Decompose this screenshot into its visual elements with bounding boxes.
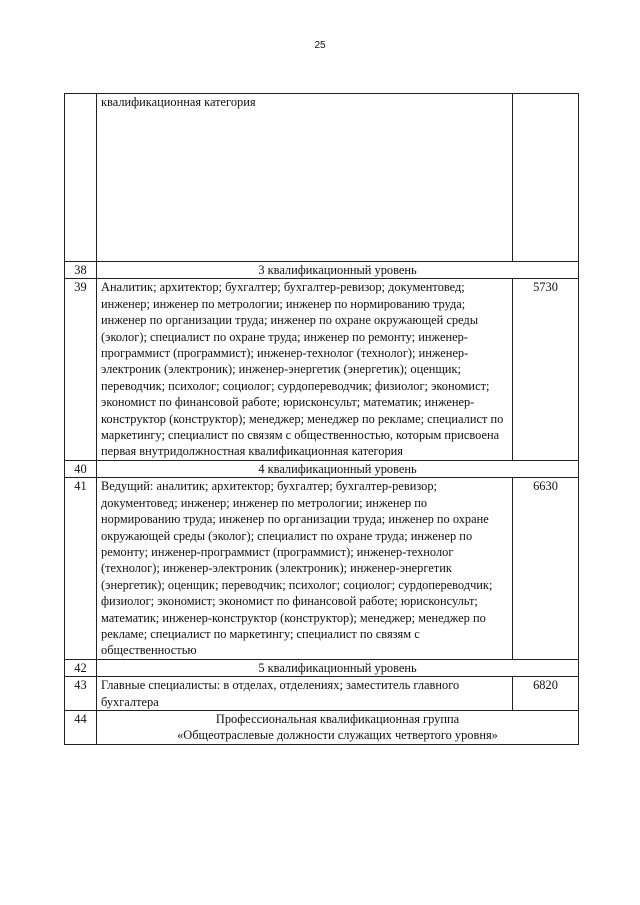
row-number xyxy=(65,94,97,262)
row-number: 41 xyxy=(65,478,97,659)
table-row xyxy=(65,460,579,477)
salary-value: 5730 xyxy=(513,279,579,460)
page-number: 25 xyxy=(314,40,326,51)
table-row xyxy=(65,94,579,262)
row-number: 40 xyxy=(65,460,97,477)
row-number: 43 xyxy=(65,677,97,711)
qualification-table xyxy=(64,93,579,745)
table-row xyxy=(65,262,579,279)
level-heading: 3 квалификационный уровень xyxy=(97,262,579,279)
level-heading: 5 квалификационный уровень xyxy=(97,659,579,676)
level-heading: 4 квалификационный уровень xyxy=(97,460,579,477)
salary-value: 6820 xyxy=(513,677,579,711)
group-heading-line1: Профессиональная квалификационная группа xyxy=(215,711,460,726)
group-heading-line2: «Общеотраслевые должности служащих четвертого уровня» xyxy=(177,728,498,743)
group-heading xyxy=(97,710,579,744)
row-number: 44 xyxy=(65,710,97,744)
table-row xyxy=(65,478,579,659)
row-number: 42 xyxy=(65,659,97,676)
position-list: Аналитик; архитектор; бухгалтер; бухгалтер-ревизор; документовед; инженер; инженер по метрологии; инженер по нормированию труда; инженер по организации труда; инженер по охране окружающей среды (эколог); специалист по охране труда; инженер по ремонту; инженер-программист (программист); инженер-технолог (технолог); инженер-электроник (электроник); инженер-энергетик (энергетик); оценщик; переводчик; психолог; социолог; сурдопереводчик; физиолог; экономист; экономист по финансовой работе; юрисконсульт; математик; инженер-конструктор (конструктор); менеджер; менеджер по рекламе; специалист по маркетингу; специалист по связям с общественностью, которым присвоена первая внутридолжностная квалификационная категория xyxy=(97,279,513,460)
position-list: Главные специалисты: в отделах, отделениях; заместитель главного бухгалтера xyxy=(97,677,513,711)
table-row xyxy=(65,659,579,676)
row-number: 38 xyxy=(65,262,97,279)
table-row xyxy=(65,710,579,744)
position-list: квалификационная категория xyxy=(97,94,513,262)
table-row xyxy=(65,279,579,460)
position-list: Ведущий: аналитик; архитектор; бухгалтер; бухгалтер-ревизор; документовед; инженер; инженер по метрологии; инженер по нормированию труда; инженер по организации труда; инженер по охране окружающей среды (эколог); специалист по охране труда; инженер по ремонту; инженер-программист (программист); инженер-технолог (технолог); инженер-электроник (электроник); инженер-энергетик (энергетик); оценщик; переводчик; психолог; социолог; сурдопереводчик; физиолог; экономист; экономист по финансовой работе; юрисконсульт; математик; инженер-конструктор (конструктор); менеджер; менеджер по рекламе; специалист по маркетингу; специалист по связям с общественностью xyxy=(97,478,513,659)
salary-value: 6630 xyxy=(513,478,579,659)
salary-value xyxy=(513,94,579,262)
row-number: 39 xyxy=(65,279,97,460)
table-row xyxy=(65,677,579,711)
